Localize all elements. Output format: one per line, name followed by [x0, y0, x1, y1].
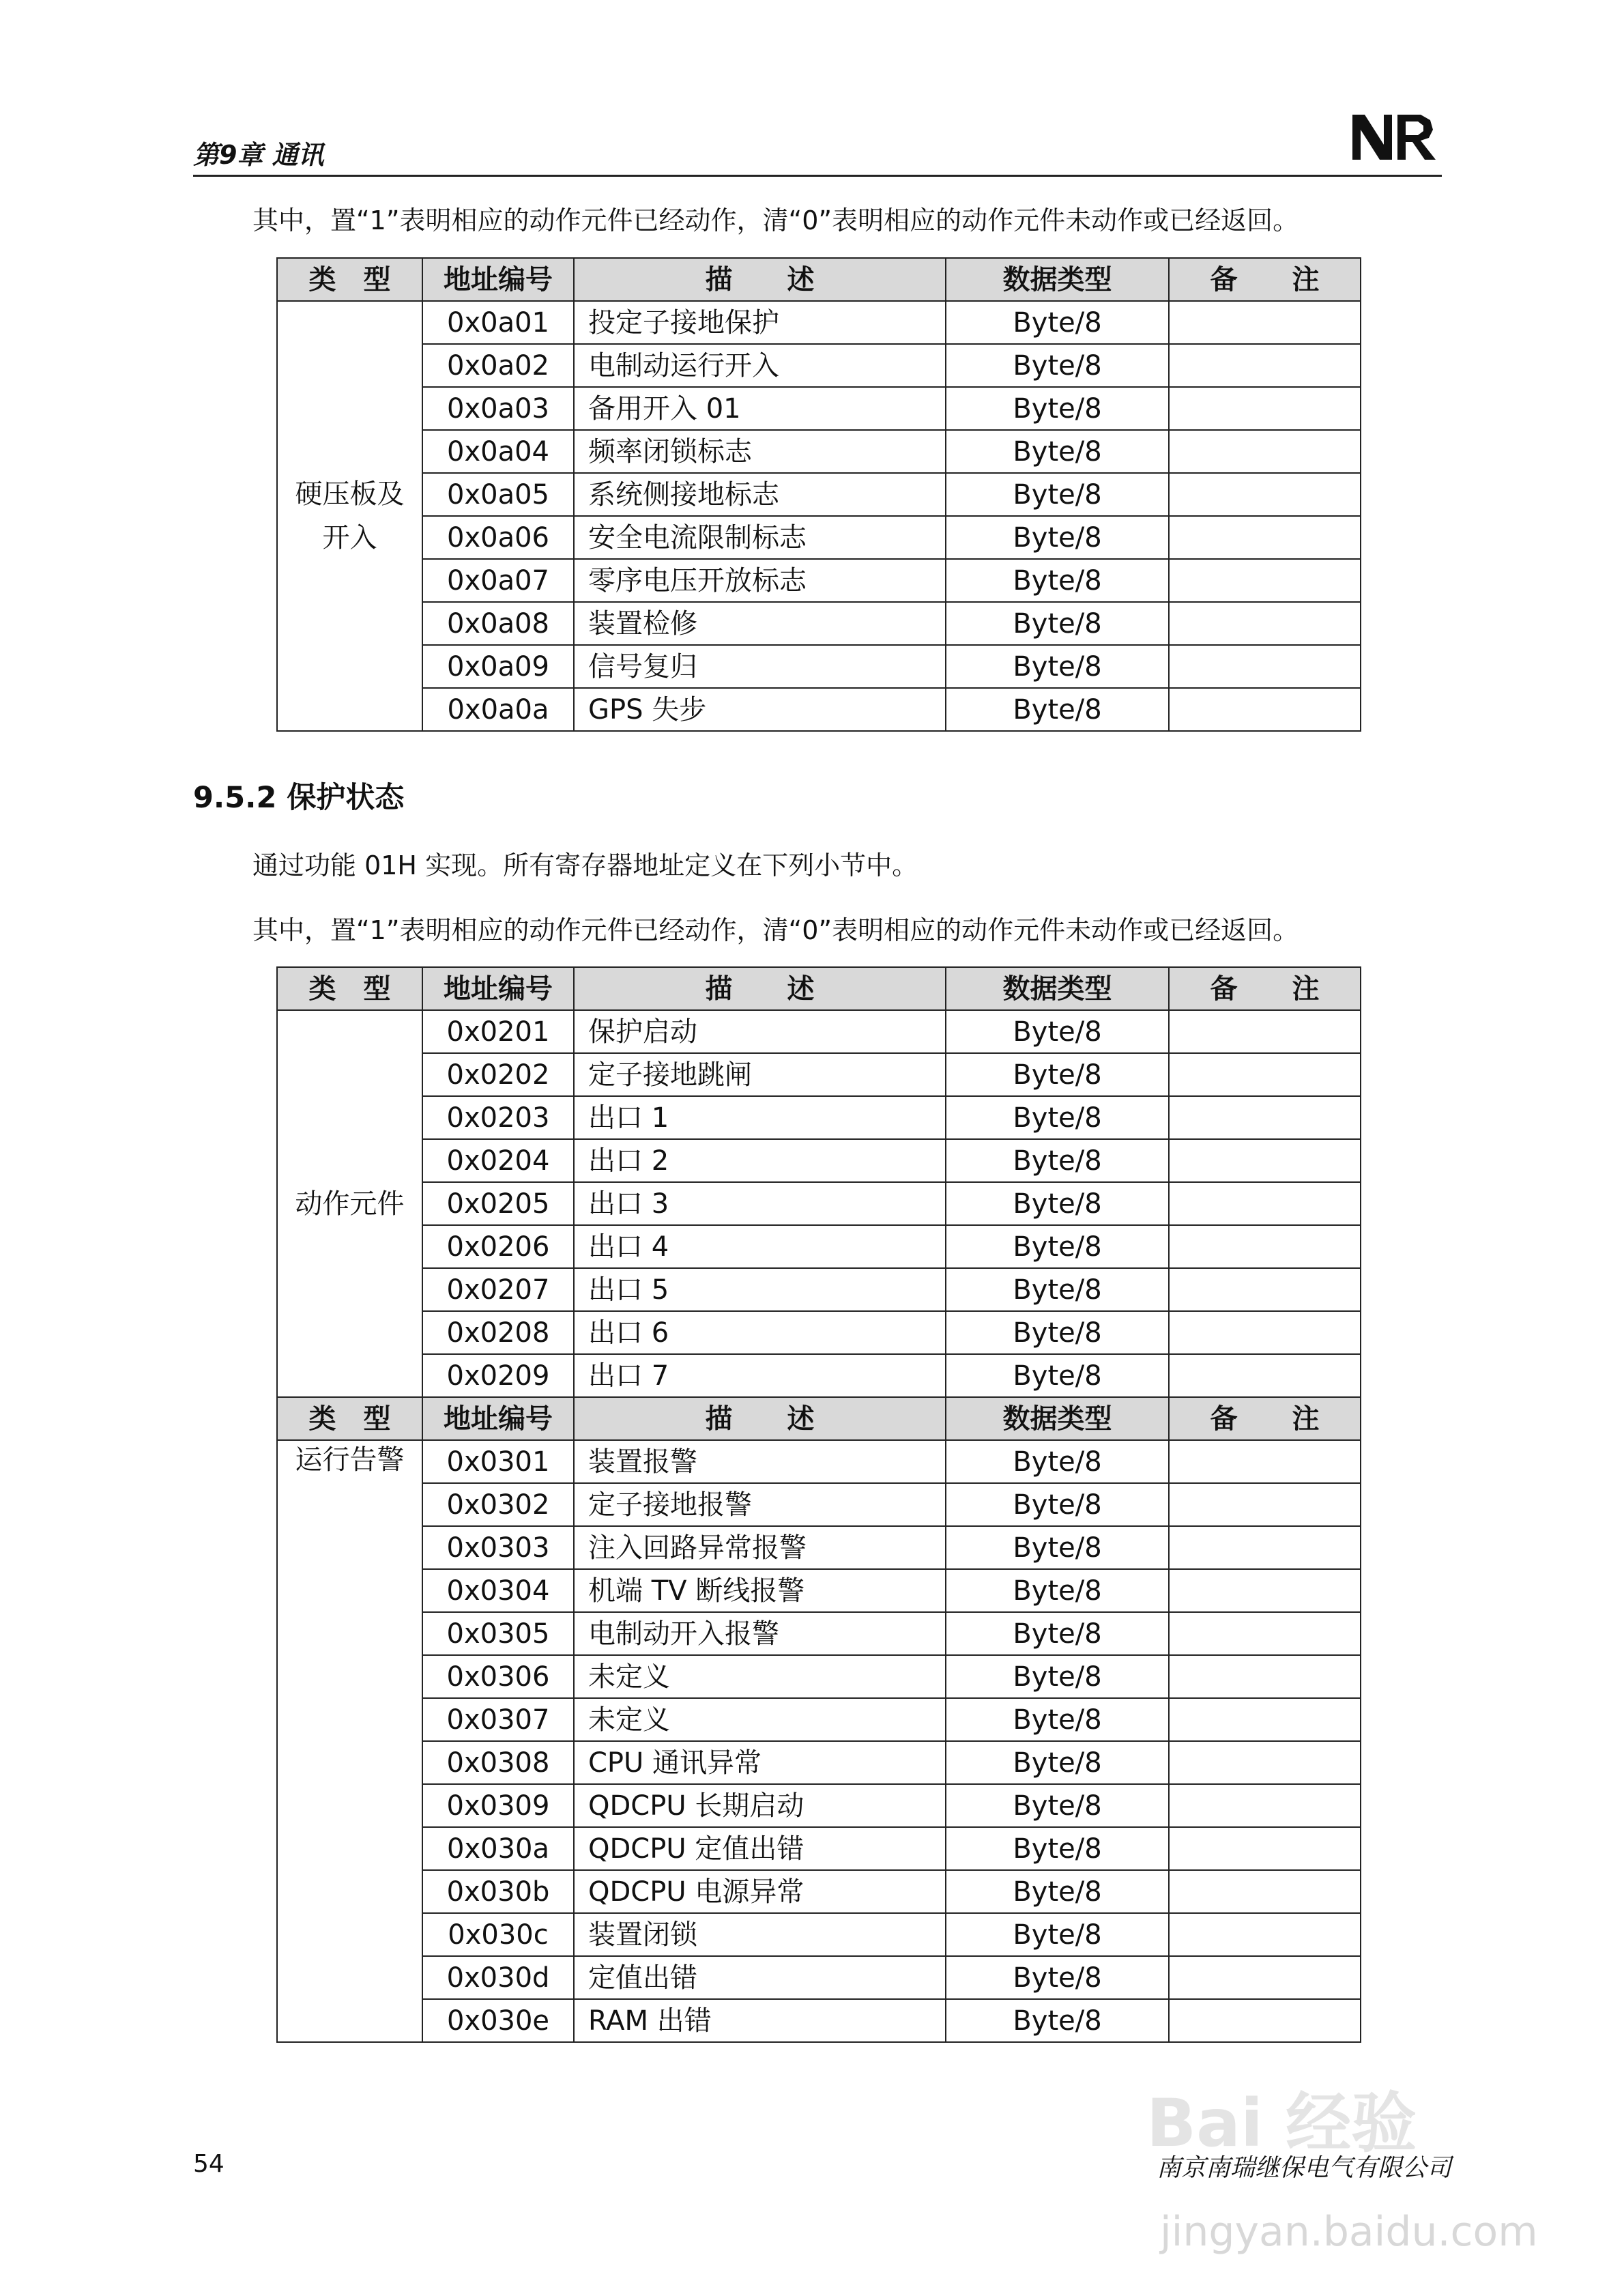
description-cell: 出口 5	[574, 1268, 946, 1311]
address-cell: 0x0304	[422, 1569, 574, 1612]
description-cell: CPU 通讯异常	[574, 1741, 946, 1784]
description-cell: 出口 2	[574, 1139, 946, 1182]
data-type-cell: Byte/8	[946, 1655, 1169, 1698]
remark-cell	[1169, 1827, 1361, 1870]
data-type-cell: Byte/8	[946, 1139, 1169, 1182]
data-type-cell: Byte/8	[946, 301, 1169, 344]
data-type-cell: Byte/8	[946, 1698, 1169, 1741]
address-cell: 0x0208	[422, 1311, 574, 1354]
address-cell: 0x030e	[422, 1999, 574, 2042]
address-cell: 0x0206	[422, 1225, 574, 1268]
header-rule	[193, 175, 1442, 177]
remark-cell	[1169, 1956, 1361, 1999]
col-type: 类 型	[277, 1397, 422, 1440]
section-paragraph-2: 其中，置“1”表明相应的动作元件已经动作，清“0”表明相应的动作元件未动作或已经返回。	[252, 915, 1299, 945]
table-row	[277, 344, 1361, 387]
address-cell: 0x0301	[422, 1440, 574, 1483]
data-type-cell: Byte/8	[946, 1225, 1169, 1268]
table-row	[277, 1311, 1361, 1354]
table-row	[277, 688, 1361, 731]
description-cell: 未定义	[574, 1655, 946, 1698]
table-row	[277, 1440, 1361, 1483]
table-row	[277, 559, 1361, 602]
data-type-cell: Byte/8	[946, 688, 1169, 731]
description-cell: 装置闭锁	[574, 1913, 946, 1956]
table-row	[277, 1139, 1361, 1182]
remark-cell	[1169, 602, 1361, 645]
table-row	[277, 1483, 1361, 1526]
description-cell: 保护启动	[574, 1010, 946, 1053]
data-type-cell: Byte/8	[946, 602, 1169, 645]
address-cell: 0x0307	[422, 1698, 574, 1741]
address-cell: 0x0305	[422, 1612, 574, 1655]
section-paragraph-1: 通过功能 01H 实现。所有寄存器地址定义在下列小节中。	[252, 850, 918, 880]
address-cell: 0x0306	[422, 1655, 574, 1698]
description-cell: RAM 出错	[574, 1999, 946, 2042]
data-type-cell: Byte/8	[946, 1311, 1169, 1354]
remark-cell	[1169, 688, 1361, 731]
col-address: 地址编号	[422, 1397, 574, 1440]
description-cell: 定值出错	[574, 1956, 946, 1999]
table-row	[277, 1354, 1361, 1397]
description-cell: 出口 1	[574, 1096, 946, 1139]
data-type-cell: Byte/8	[946, 430, 1169, 473]
register-table-status	[276, 966, 1361, 2043]
address-cell: 0x0203	[422, 1096, 574, 1139]
table-row	[277, 473, 1361, 516]
remark-cell	[1169, 1268, 1361, 1311]
col-data-type: 数据类型	[946, 967, 1169, 1010]
table-row	[277, 602, 1361, 645]
description-cell: 信号复归	[574, 645, 946, 688]
data-type-cell: Byte/8	[946, 1268, 1169, 1311]
description-cell: 安全电流限制标志	[574, 516, 946, 559]
group-cell: 动作元件	[277, 1010, 422, 1397]
table-row	[277, 301, 1361, 344]
address-cell: 0x030b	[422, 1870, 574, 1913]
table-row	[277, 1268, 1361, 1311]
remark-cell	[1169, 1483, 1361, 1526]
col-remark: 备 注	[1169, 258, 1361, 301]
remark-cell	[1169, 301, 1361, 344]
data-type-cell: Byte/8	[946, 1956, 1169, 1999]
remark-cell	[1169, 1569, 1361, 1612]
table-row	[277, 1569, 1361, 1612]
address-cell: 0x030c	[422, 1913, 574, 1956]
remark-cell	[1169, 1182, 1361, 1225]
table-row	[277, 1612, 1361, 1655]
data-type-cell: Byte/8	[946, 1096, 1169, 1139]
remark-cell	[1169, 1139, 1361, 1182]
description-cell: 频率闭锁标志	[574, 430, 946, 473]
address-cell: 0x0a04	[422, 430, 574, 473]
chapter-title: 第9章 通讯	[193, 140, 324, 170]
description-cell: 出口 3	[574, 1182, 946, 1225]
table-row	[277, 1655, 1361, 1698]
description-cell: QDCPU 电源异常	[574, 1870, 946, 1913]
data-type-cell: Byte/8	[946, 344, 1169, 387]
section-heading: 9.5.2 保护状态	[193, 781, 405, 815]
description-cell: 装置报警	[574, 1440, 946, 1483]
data-type-cell: Byte/8	[946, 1999, 1169, 2042]
nr-logo	[1350, 109, 1445, 164]
description-cell: 电制动运行开入	[574, 344, 946, 387]
remark-cell	[1169, 1784, 1361, 1827]
col-data-type: 数据类型	[946, 258, 1169, 301]
col-type: 类 型	[277, 967, 422, 1010]
remark-cell	[1169, 1999, 1361, 2042]
address-cell: 0x0309	[422, 1784, 574, 1827]
data-type-cell: Byte/8	[946, 645, 1169, 688]
description-cell: QDCPU 定值出错	[574, 1827, 946, 1870]
address-cell: 0x030d	[422, 1956, 574, 1999]
address-cell: 0x0204	[422, 1139, 574, 1182]
description-cell: QDCPU 长期启动	[574, 1784, 946, 1827]
data-type-cell: Byte/8	[946, 1526, 1169, 1569]
col-description: 描 述	[574, 258, 946, 301]
remark-cell	[1169, 645, 1361, 688]
col-data-type: 数据类型	[946, 1397, 1169, 1440]
col-description: 描 述	[574, 1397, 946, 1440]
table-row	[277, 1526, 1361, 1569]
table-row	[277, 645, 1361, 688]
data-type-cell: Byte/8	[946, 1913, 1169, 1956]
data-type-cell: Byte/8	[946, 559, 1169, 602]
remark-cell	[1169, 387, 1361, 430]
table-row	[277, 1698, 1361, 1741]
group-cell: 硬压板及开入	[277, 301, 422, 731]
remark-cell	[1169, 1225, 1361, 1268]
remark-cell	[1169, 1010, 1361, 1053]
data-type-cell: Byte/8	[946, 1053, 1169, 1096]
table-row	[277, 516, 1361, 559]
description-cell: 注入回路异常报警	[574, 1526, 946, 1569]
description-cell: 零序电压开放标志	[574, 559, 946, 602]
address-cell: 0x0a03	[422, 387, 574, 430]
data-type-cell: Byte/8	[946, 473, 1169, 516]
data-type-cell: Byte/8	[946, 1870, 1169, 1913]
description-cell: 出口 4	[574, 1225, 946, 1268]
col-type: 类 型	[277, 258, 422, 301]
remark-cell	[1169, 1870, 1361, 1913]
data-type-cell: Byte/8	[946, 516, 1169, 559]
remark-cell	[1169, 1354, 1361, 1397]
col-address: 地址编号	[422, 967, 574, 1010]
description-cell: 定子接地跳闸	[574, 1053, 946, 1096]
address-cell: 0x0a02	[422, 344, 574, 387]
description-cell: GPS 失步	[574, 688, 946, 731]
remark-cell	[1169, 1311, 1361, 1354]
address-cell: 0x0a08	[422, 602, 574, 645]
table-row	[277, 430, 1361, 473]
remark-cell	[1169, 344, 1361, 387]
data-type-cell: Byte/8	[946, 1010, 1169, 1053]
description-cell: 机端 TV 断线报警	[574, 1569, 946, 1612]
data-type-cell: Byte/8	[946, 1784, 1169, 1827]
intro-paragraph: 其中，置“1”表明相应的动作元件已经动作，清“0”表明相应的动作元件未动作或已经返回。	[252, 205, 1299, 235]
description-cell: 投定子接地保护	[574, 301, 946, 344]
data-type-cell: Byte/8	[946, 1569, 1169, 1612]
table-header-row	[277, 258, 1361, 301]
group-cell: 运行告警	[277, 1440, 422, 2042]
remark-cell	[1169, 1612, 1361, 1655]
data-type-cell: Byte/8	[946, 1483, 1169, 1526]
address-cell: 0x0a09	[422, 645, 574, 688]
col-address: 地址编号	[422, 258, 574, 301]
data-type-cell: Byte/8	[946, 1354, 1169, 1397]
address-cell: 0x0205	[422, 1182, 574, 1225]
data-type-cell: Byte/8	[946, 1182, 1169, 1225]
remark-cell	[1169, 1913, 1361, 1956]
address-cell: 0x0302	[422, 1483, 574, 1526]
page-number: 54	[193, 2150, 224, 2178]
col-description: 描 述	[574, 967, 946, 1010]
table-row	[277, 1913, 1361, 1956]
address-cell: 0x0a0a	[422, 688, 574, 731]
table-row	[277, 1053, 1361, 1096]
description-cell: 系统侧接地标志	[574, 473, 946, 516]
address-cell: 0x0202	[422, 1053, 574, 1096]
remark-cell	[1169, 1655, 1361, 1698]
address-cell: 0x0a06	[422, 516, 574, 559]
table-row	[277, 1956, 1361, 1999]
remark-cell	[1169, 1526, 1361, 1569]
remark-cell	[1169, 1741, 1361, 1784]
table-header-row	[277, 967, 1361, 1010]
register-table-inputs	[276, 257, 1361, 732]
address-cell: 0x0a01	[422, 301, 574, 344]
remark-cell	[1169, 1053, 1361, 1096]
address-cell: 0x0a07	[422, 559, 574, 602]
data-type-cell: Byte/8	[946, 1440, 1169, 1483]
description-cell: 未定义	[574, 1698, 946, 1741]
address-cell: 0x0308	[422, 1741, 574, 1784]
address-cell: 0x0201	[422, 1010, 574, 1053]
table-row	[277, 1870, 1361, 1913]
data-type-cell: Byte/8	[946, 1827, 1169, 1870]
data-type-cell: Byte/8	[946, 387, 1169, 430]
description-cell: 出口 7	[574, 1354, 946, 1397]
table-header-row	[277, 1397, 1361, 1440]
description-cell: 定子接地报警	[574, 1483, 946, 1526]
watermark: Bai 经验	[1146, 2085, 1417, 2162]
address-cell: 0x0303	[422, 1526, 574, 1569]
col-remark: 备 注	[1169, 967, 1361, 1010]
address-cell: 0x0209	[422, 1354, 574, 1397]
address-cell: 0x0207	[422, 1268, 574, 1311]
table-row	[277, 1096, 1361, 1139]
remark-cell	[1169, 430, 1361, 473]
watermark-url: jingyan.baidu.com	[1160, 2208, 1538, 2256]
table-row	[277, 1010, 1361, 1053]
table-row	[277, 1741, 1361, 1784]
description-cell: 电制动开入报警	[574, 1612, 946, 1655]
remark-cell	[1169, 516, 1361, 559]
remark-cell	[1169, 559, 1361, 602]
table-row	[277, 387, 1361, 430]
table-row	[277, 1225, 1361, 1268]
address-cell: 0x030a	[422, 1827, 574, 1870]
description-cell: 备用开入 01	[574, 387, 946, 430]
remark-cell	[1169, 1698, 1361, 1741]
table-row	[277, 1182, 1361, 1225]
remark-cell	[1169, 1440, 1361, 1483]
table-row	[277, 1784, 1361, 1827]
col-remark: 备 注	[1169, 1397, 1361, 1440]
data-type-cell: Byte/8	[946, 1612, 1169, 1655]
table-row	[277, 1827, 1361, 1870]
remark-cell	[1169, 1096, 1361, 1139]
table-row	[277, 1999, 1361, 2042]
address-cell: 0x0a05	[422, 473, 574, 516]
description-cell: 出口 6	[574, 1311, 946, 1354]
remark-cell	[1169, 473, 1361, 516]
company-name: 南京南瑞继保电气有限公司	[1157, 2154, 1452, 2182]
description-cell: 装置检修	[574, 602, 946, 645]
data-type-cell: Byte/8	[946, 1741, 1169, 1784]
